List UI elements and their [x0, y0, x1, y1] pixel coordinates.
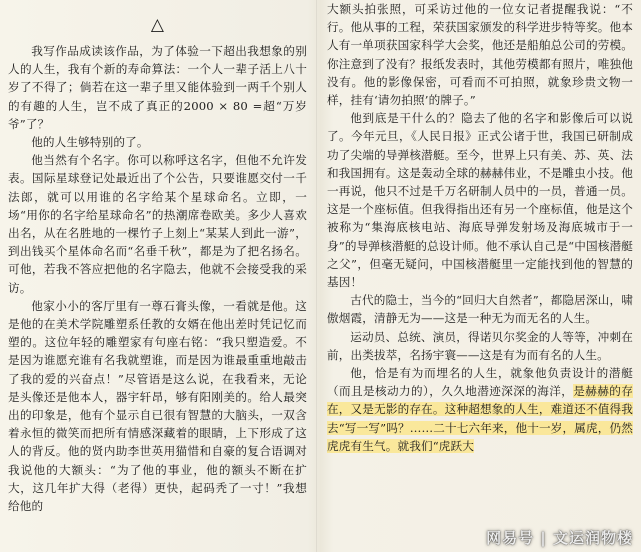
left-paragraph-2: 他的人生够特别的了。: [31, 135, 149, 150]
right-paragraph-3: 古代的隐士，当今的“回归大自然者”，都隐居深山，啸傲烟霞，清静无为——这是一种无为而无名的人生。: [327, 293, 633, 326]
right-paragraph-4: 运动员、总统、演员，得诺贝尔奖金的人等等，冲刺在前，出类拔萃，名扬宇寰——这是有为而有名的人生。: [327, 329, 633, 362]
left-column: [8, 6, 307, 515]
left-paragraph-1: 我写作品成读该作品，为了体验一下超出我想象的别人的人生，我有个新的寿命算法：一个人一辈子活上八十岁了不得了；倘若在这一辈子里又能体验到一两千个别人的有趣的人生，岂不成了真正的2000 × 80 =超“万岁爷”了？: [8, 44, 307, 131]
watermark-text: 网易号 | 文运润物楼: [486, 529, 633, 547]
right-paragraph-5: [327, 364, 633, 455]
right-paragraph-2: 他到底是干什么的？隐去了他的名字和影像后可以说了。今年元旦，《人民日报》正式公诸于世，我国已研制成功了尖端的导弹核潜艇。至今，世界上只有美、苏、英、法和我国拥有。这是轰动全球的赫赫伟业，不是雕虫小技。他一再说，他只不过是千万名研制人员中的一员，普通一员。这是一个座标值。但我得指出还有另一个座标值，他是这个被称为“集海底核电站、海底导弹发射场及海底城市于一身”的导弹核潜艇的总设计师。他不承认自己是“中国核潜艇之父”，但毫无疑问，中国核潜艇里一定能找到他的智慧的基因！: [327, 111, 633, 290]
right-paragraph-1: 大额头拍张照，可采访过他的一位女记者提醒我说：“不行。他从事的工程，荣获国家颁发的科学进步特等奖。他本人有一单项获国家科学大会奖，他还是船舶总公司的劳模。你注意到了没有？报纸发表时，其他劳模都有照片，唯独他没有。他的影像保密，可看而不可拍照，就象珍贵文物一样，挂有‘请勿拍照’的牌子。”: [327, 2, 633, 108]
right-column: [327, 0, 633, 455]
column-separator: [316, 0, 317, 552]
right-paragraph-5-plain: 他，恰是有为而埋名的人生，就象他负责设计的潜艇（而且是核动力的），久久地潜迹深深的海洋，: [327, 366, 633, 399]
right-paragraph-5-highlight: 是赫赫的存在，又是无影的存在。这种超想象的人生，难道还不值得我去“写一写”吗？……二十七六年来，他十一岁，属虎，仍然虎虎有生气。就我们“虎跃大: [327, 384, 633, 453]
left-paragraph-3: 他当然有个名字。你可以称呼这名字，但他不允许发表。国际星球登记处最近出了个公告，只要谁愿交付一千法郎，就可以用谁的名字给某个星球命名。立即，一场“用你的名字给星球命名”的热潮席卷欧美。多少人喜欢出名，从在名胜地的一棵竹子上刻上“某某人到此一游”，到出钱买个星体命名而“名垂千秋”，都是为了把名扬名。可他，若我不答应把他的名字隐去，他就不会接受我的采访。: [8, 153, 307, 295]
left-paragraph-4: 他家小小的客厅里有一尊石膏头像，一看就是他。这是他的在美术学院雕塑系任教的女婿在他出差时凭记忆而塑的。这位年轻的雕塑家有句座右铭：“我只塑造爱。不是因为谁愿充谁有名我就塑谁，而是因为谁最重重地敲击了我的爱的兴奋点！”尽管语是这么说，在我看来，无论是头像还是他本人，器宇轩昂，够有阳刚美的。给人最突出的印象是，他有个显示自已很有智慧的大脑头，一双含着永恒的微笑而把所有情感深藏着的眼睛，上下形成了这人的背反。他的贤内助李世英用猫惜和自豪的复合语调对我说他的大额头：“为了他的事业，他的额头不断在扩大，这几年扩大得（老得）更快，起码秃了一寸！”我想给他的: [8, 298, 307, 514]
section-triangle-mark: △: [150, 15, 165, 35]
